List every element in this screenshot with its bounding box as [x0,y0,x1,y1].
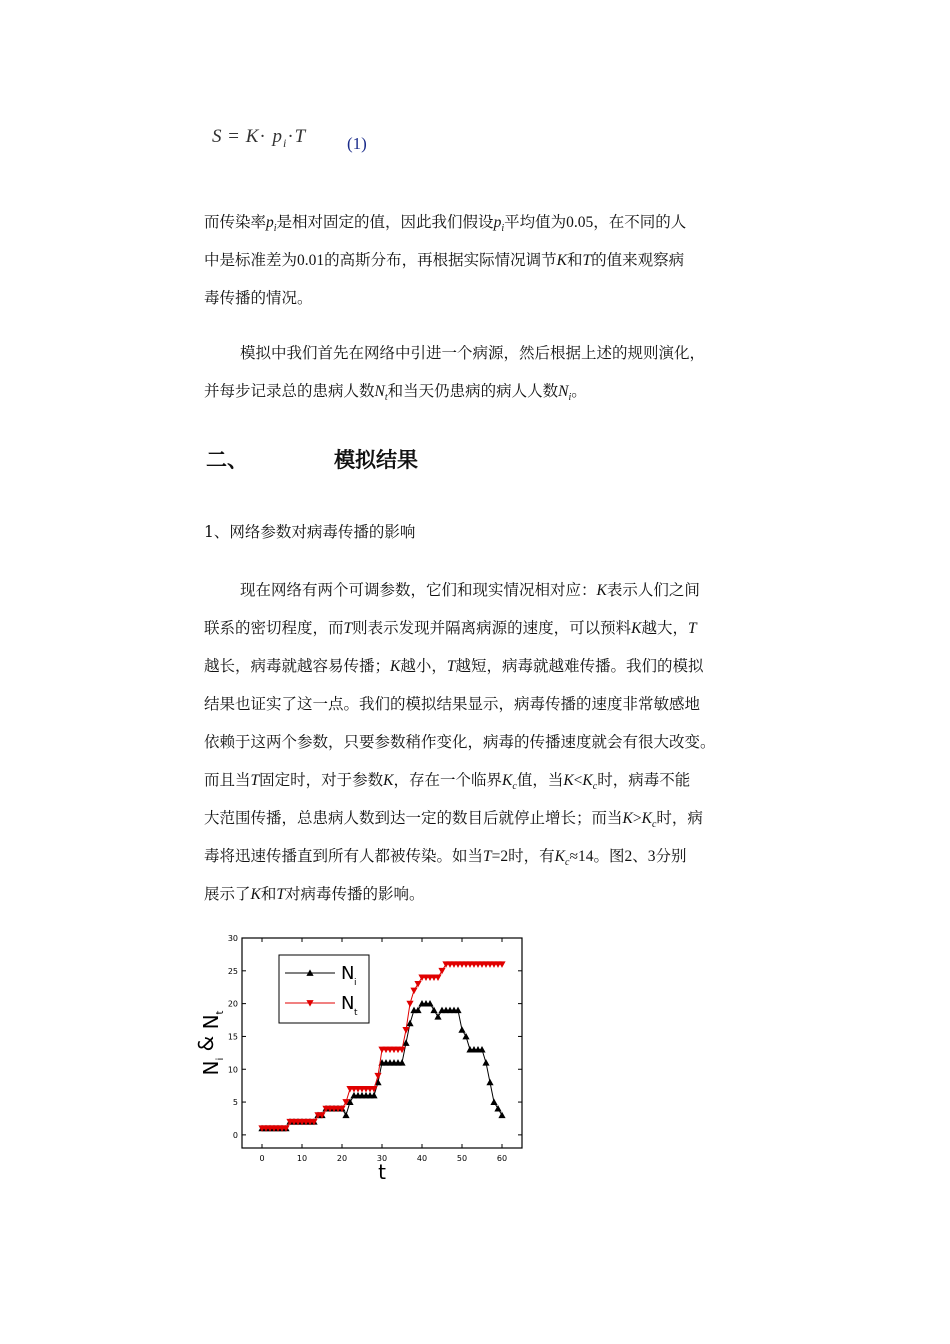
x-tick-label: 30 [376,1154,388,1163]
y-axis-label-part: t [215,1010,226,1015]
x-tick-label: 60 [496,1154,508,1163]
paragraph-line [204,761,764,799]
text-run: 和当天仍患病的病人人数 [387,382,559,400]
subsection-title: 1、网络参数对病毒传播的影响 [204,523,416,541]
y-axis-label-part: N [199,1060,223,1076]
y-tick-label: 0 [232,1130,238,1140]
text-run: 并每步记录总的患病人数 [204,382,375,400]
y-axis-label-part: N [199,1014,223,1030]
symbol-k: K [563,772,574,789]
symbol-t: T [483,848,492,865]
x-axis-label: t [378,1160,386,1184]
paragraph-line [204,279,764,317]
x-tick-label: 50 [456,1154,468,1163]
formula [212,126,306,151]
formula-dot-2: · [287,126,295,147]
formula-dot: · [259,126,267,147]
paragraph-line [204,571,764,609]
symbol-kc: $K_c$ [502,772,517,793]
x-tick-label: 10 [296,1154,308,1163]
x-tick-label: 0 [259,1154,265,1163]
symbol-k: K [250,886,261,903]
formula-eq: = [228,126,240,147]
symbol-kc: $K_c$ [641,810,657,831]
y-axis-label [194,1010,226,1075]
equation-number: (1) [347,134,367,153]
text-run: 时，有 [508,847,555,865]
symbol-t: T [446,658,456,675]
text-run: 分别 [655,847,687,865]
legend-label: N [341,963,355,984]
paragraph-line [204,723,764,761]
x-tick-label: 40 [416,1154,428,1163]
y-tick-label: 20 [227,999,238,1009]
paragraph-line [204,241,764,279]
text-run: ，存在一个临界 [393,771,503,789]
formula-k: K [245,126,260,147]
y-tick-label: 25 [227,966,238,976]
symbol-ni: $N_i$ [558,383,572,404]
greater-than: > [632,810,642,827]
less-than: < [573,772,583,789]
y-tick-label: 10 [227,1065,238,1075]
text-run: 现在网络有两个可调参数，它们和现实情况相对应： [240,581,597,599]
text-run: 表示人们之间 [606,581,700,599]
symbol-p: $p_i$ [493,214,505,235]
text-run: 毒将迅速传播直到所有人都被传染。如当 [204,847,484,865]
symbol-t: T [276,886,285,903]
legend-label-sub: t [354,1008,358,1018]
text-run: 越短，病毒就越难传播。我们的模拟 [455,657,704,675]
symbol-k: K [390,658,401,675]
text-run: 依赖于这两个参数，只要参数稍作变化，病毒的传播速度就会有很大改变。 [204,733,716,751]
paragraph-line [204,875,764,913]
text-run: 。图 [593,847,625,865]
text-run: 固定时，对于参数 [259,771,384,789]
text-run: 联系的密切程度，而 [204,619,344,637]
text-run: 、 [632,847,648,865]
symbol-k: K [556,252,567,269]
formula-p: p [272,126,283,147]
section-number: 二、 [206,448,248,472]
text-run: 时，病 [656,809,703,827]
y-tick-label: 15 [227,1032,238,1042]
symbol-kc: $K_c$ [582,772,598,793]
paragraph-line [204,609,764,647]
paragraph-line [204,647,764,685]
symbol-k: K [596,582,607,599]
value-t: =2 [491,848,509,865]
paragraph-line [204,203,764,241]
text-run: 而且当 [204,771,251,789]
text-run: 时，病毒不能 [597,771,691,789]
text-run: 毒传播的情况。 [204,289,313,307]
text-run: 则表示发现并隔离病源的速度，可以预料 [352,619,632,637]
text-run: 值，当 [516,771,564,789]
figure-ref: 2 [624,848,633,865]
paragraph-line [204,334,764,372]
paragraph-line [204,372,764,410]
value-mean: 0.05 [566,214,594,231]
text-run: 的值来观察病 [591,251,685,269]
symbol-nt: $N_t$ [374,383,388,404]
text-run: 中是标准差为 [204,251,298,269]
y-axis-label-part: & [194,1029,218,1058]
value-std: 0.01 [297,252,325,269]
text-run: 结果也证实了这一点。我们的模拟结果显示，病毒传播的速度非常敏感地 [204,695,701,713]
text-run: 的高斯分布，再根据实际情况调节 [324,251,557,269]
formula-t: T [294,126,307,147]
paragraph-1 [204,203,764,317]
symbol-t: T [582,252,592,269]
symbol-t: T [688,620,697,637]
paragraph-3 [204,571,764,913]
symbol-t: T [343,620,353,637]
paragraph-line [204,685,764,723]
text-run: 而传染率 [204,213,267,231]
text-run: 越大， [641,619,689,637]
text-run: 对病毒传播的影响。 [285,885,425,903]
formula-p-sub: i [282,135,288,150]
symbol-k: K [383,772,394,789]
text-run: 展示了 [204,885,251,903]
text-run: 。 [571,382,587,400]
text-run: 越长，病毒就越容易传播； [204,657,391,675]
paragraph-2 [204,334,764,410]
y-tick-label: 30 [227,934,238,943]
legend-label: N [341,993,355,1014]
chart [190,925,535,1190]
y-tick-label: 5 [232,1098,238,1108]
legend-label-sub: i [354,978,357,988]
x-tick-label: 20 [336,1154,348,1163]
text-run: 越小， [400,657,447,675]
text-run: 平均值为 [504,213,567,231]
symbol-t: T [250,772,260,789]
text-run: ，在不同的人 [593,213,687,231]
paragraph-line [204,799,764,837]
text-run: 和 [260,885,277,903]
section-title: 模拟结果 [334,448,418,472]
paragraph-line [204,837,764,875]
text-run: 和 [567,251,583,269]
symbol-k: K [622,810,633,827]
text-run: 大范围传播，总患病人数到达一定的数目后就停止增长；而当 [204,809,623,827]
formula-lhs: S [212,126,223,147]
symbol-p: $p_i$ [266,214,277,235]
value-kc: ≈14 [569,848,594,865]
text-run: 是相对固定的值，因此我们假设 [276,213,494,231]
symbol-k: K [631,620,642,637]
figure-ref: 3 [647,848,656,865]
symbol-kc: $K_c$ [554,848,570,869]
y-axis-label-part: i [215,1057,226,1061]
text-run: 模拟中我们首先在网络中引进一个病源，然后根据上述的规则演化， [240,344,706,362]
